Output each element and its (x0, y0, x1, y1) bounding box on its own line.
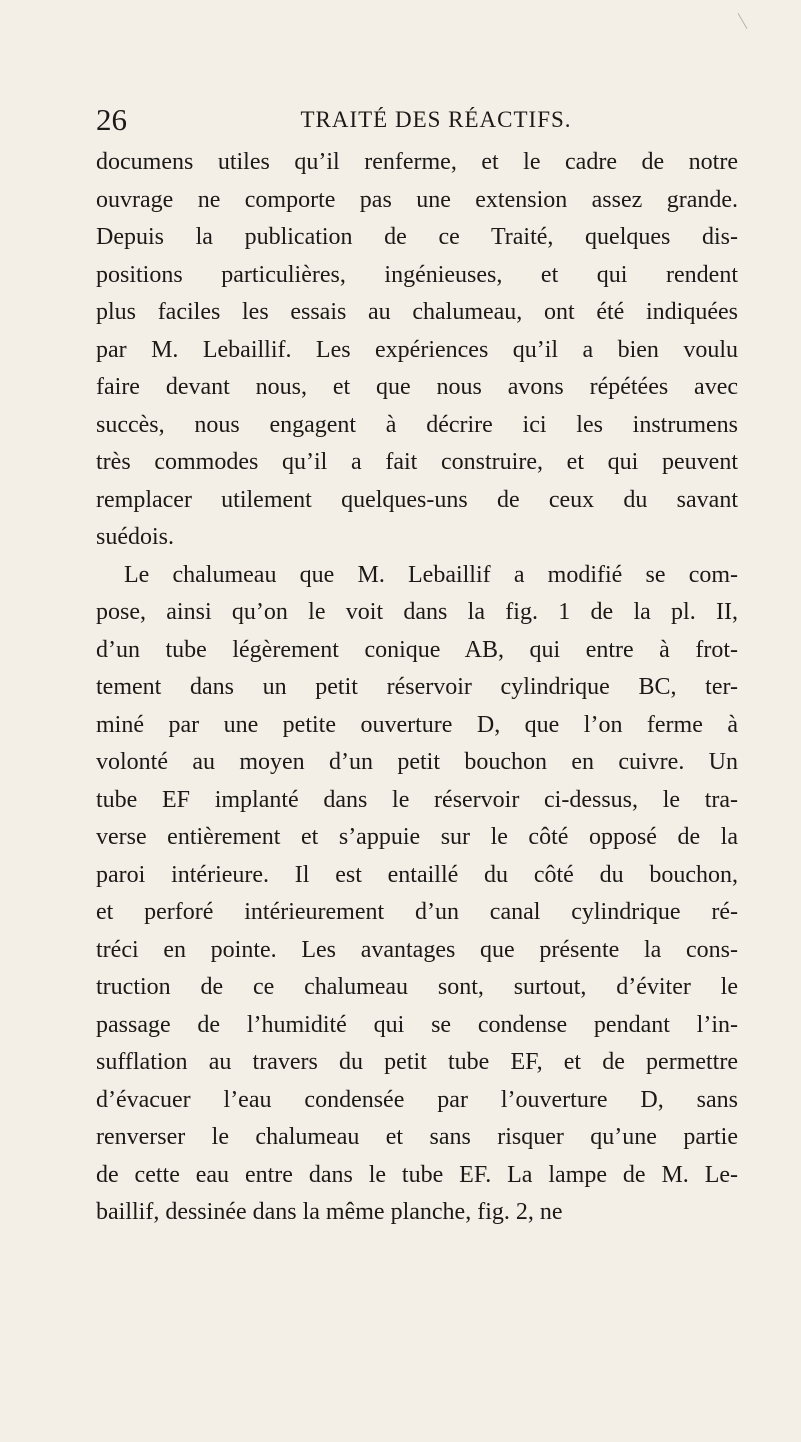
text-line: succès, nous engagent à décrire ici les instrumens (96, 411, 738, 438)
body-text (96, 144, 738, 1232)
text-line: tement dans un petit réservoir cylindrique BC, ter- (96, 674, 738, 700)
text-line: renverser le chalumeau et sans risquer qu’une partie (96, 1124, 738, 1150)
text-line: documens utiles qu’il renferme, et le cadre de notre (96, 149, 738, 175)
text-line: tréci en pointe. Les avantages que présente la cons- (96, 936, 738, 963)
text-line: truction de ce chalumeau sont, surtout, d’éviter le (96, 974, 738, 1000)
text-line: Le chalumeau que M. Lebaillif a modifié se com- (124, 561, 738, 588)
text-line: plus faciles les essais au chalumeau, ont été indiquées (96, 299, 738, 325)
margin-mark (738, 13, 748, 29)
page-number: 26 (96, 102, 127, 137)
text-line: pose, ainsi qu’on le voit dans la fig. 1 de la pl. II, (96, 599, 738, 625)
text-line: volonté au moyen d’un petit bouchon en cuivre. Un (96, 749, 738, 775)
text-line: passage de l’humidité qui se condense pendant l’in- (96, 1011, 738, 1038)
text-line: remplacer utilement quelques-uns de ceux du savant (96, 486, 738, 513)
text-line: positions particulières, ingénieuses, et qui rendent (96, 261, 738, 288)
text-line: Depuis la publication de ce Traité, quelques dis- (96, 224, 738, 250)
text-line: d’évacuer l’eau condensée par l’ouverture D, sans (96, 1086, 738, 1113)
text-line: faire devant nous, et que nous avons répétées avec (96, 374, 738, 400)
text-line: très commodes qu’il a fait construire, et qui peuvent (96, 449, 738, 475)
text-line: et perforé intérieurement d’un canal cylindrique ré- (96, 899, 738, 925)
text-line: ouvrage ne comporte pas une extension assez grande. (96, 186, 738, 213)
text-line: d’un tube légèrement conique AB, qui entre à frot- (96, 636, 738, 663)
page-header (96, 98, 736, 142)
text-line: par M. Lebaillif. Les expériences qu’il a bien voulu (96, 336, 738, 363)
text-line: paroi intérieure. Il est entaillé du côté du bouchon, (96, 861, 738, 888)
text-line: de cette eau entre dans le tube EF. La lampe de M. Le- (96, 1161, 738, 1188)
paragraph-1 (96, 144, 738, 557)
text-line: sufflation au travers du petit tube EF, et de permettre (96, 1049, 738, 1075)
text-line: miné par une petite ouverture D, que l’on ferme à (96, 711, 738, 738)
text-line: suédois. (96, 524, 174, 550)
text-line: baillif, dessinée dans la même planche, fig. 2, ne (96, 1199, 563, 1225)
paragraph-2 (96, 557, 738, 1232)
running-title: TRAITÉ DES RÉACTIFS. (300, 107, 572, 132)
text-line: verse entièrement et s’appuie sur le côté opposé de la (96, 824, 738, 850)
text-line: tube EF implanté dans le réservoir ci-dessus, le tra- (96, 786, 738, 813)
